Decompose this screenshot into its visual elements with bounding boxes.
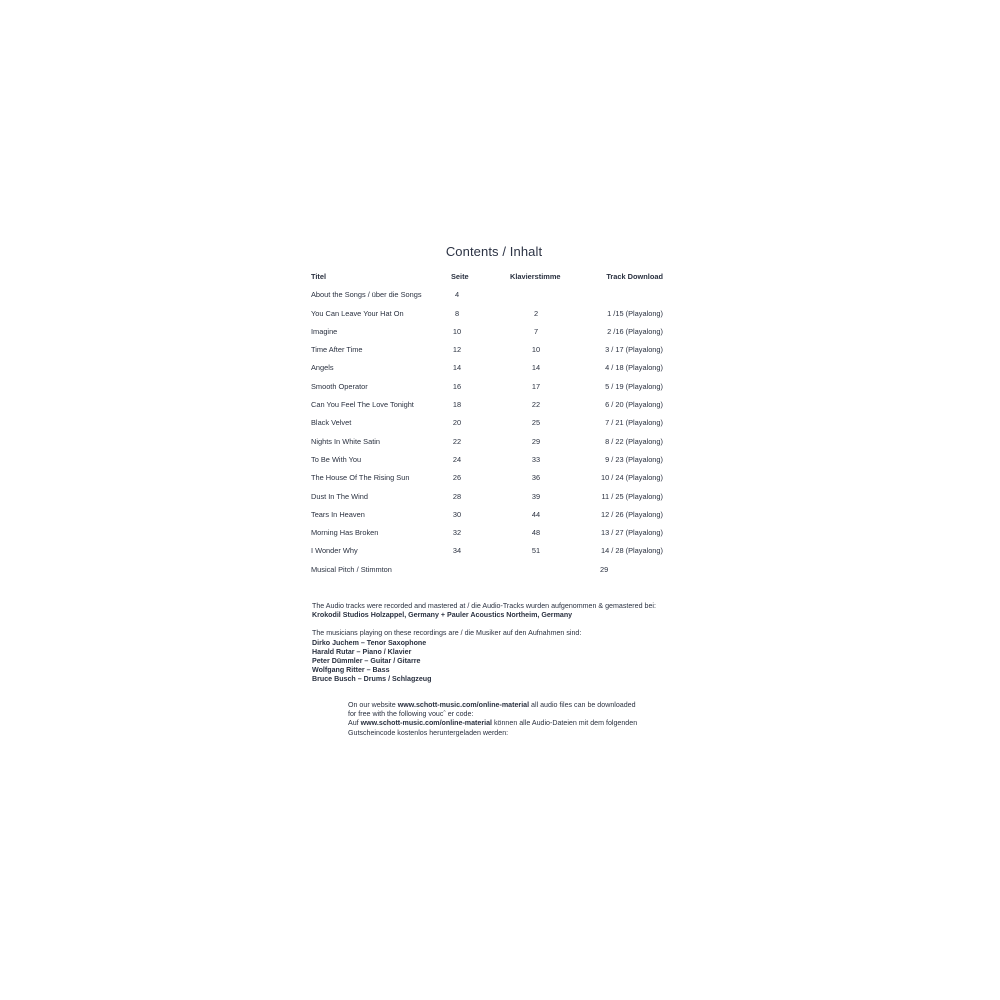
musician: Peter Dümmler – Guitar / Gitarre	[312, 657, 421, 666]
recorded-intro: The Audio tracks were recorded and mastered at / die Audio-Tracks wurden aufgenommen & gemastered bei:	[312, 602, 656, 610]
row-title: Smooth Operator	[311, 381, 368, 391]
row-piano: 2	[533, 308, 539, 318]
row-page: 26	[452, 473, 462, 483]
row-page: 10	[452, 326, 462, 336]
row-title: Can You Feel The Love Tonight	[311, 400, 414, 410]
page-title: Contents / Inhalt	[445, 244, 543, 259]
row-piano: 17	[531, 381, 541, 391]
row-track: 6 / 20 (Playalong)	[605, 400, 663, 410]
voucher-line-de	[348, 719, 668, 728]
row-piano: 22	[531, 400, 541, 410]
table-row	[311, 455, 663, 473]
musicians-block	[312, 629, 672, 684]
table-row	[311, 327, 663, 345]
row-page: 12	[452, 345, 462, 355]
voucher-en-suffix: all audio files can be downloaded	[529, 701, 636, 709]
table-row	[311, 528, 663, 546]
table-row	[311, 382, 663, 400]
musician: Bruce Busch – Drums / Schlagzeug	[312, 675, 432, 684]
table-row	[311, 400, 663, 418]
row-piano: 29	[531, 436, 541, 446]
voucher-info	[348, 701, 668, 738]
row-track: 14 / 28 (Playalong)	[600, 546, 663, 556]
table-row	[311, 363, 663, 381]
row-track: 11 / 25 (Playalong)	[601, 491, 663, 501]
row-track: 13 / 27 (Playalong)	[600, 528, 663, 538]
table-row	[311, 510, 663, 528]
row-page: 34	[452, 546, 462, 556]
table-header-row	[311, 272, 663, 290]
musician: Dirko Juchem – Tenor Saxophone	[312, 638, 427, 647]
row-track: 3 / 17 (Playalong)	[605, 345, 663, 355]
voucher-line-en	[348, 701, 668, 710]
musicians-intro: The musicians playing on these recordings are / die Musiker auf den Aufnahmen sind:	[312, 629, 582, 638]
row-title: You Can Leave Your Hat On	[311, 308, 404, 318]
row-page: 14	[452, 363, 462, 373]
row-track: 4 / 18 (Playalong)	[605, 363, 663, 373]
row-piano: 33	[531, 454, 541, 464]
website-link[interactable]: www.schott-music.com/online-material	[360, 719, 493, 728]
studios: Krokodil Studios Holzappel, Germany + Pauler Acoustics Northeim, Germany	[312, 611, 573, 620]
voucher-en-prefix: On our website	[348, 701, 398, 709]
row-track: 8 / 22 (Playalong)	[605, 436, 663, 446]
header-track: Track Download	[606, 272, 663, 281]
musician: Harald Rutar – Piano / Klavier	[312, 647, 412, 656]
row-title: Time After Time	[311, 345, 363, 355]
row-title: The House Of The Rising Sun	[311, 473, 410, 483]
contents-table	[311, 272, 663, 583]
header-piano: Klavierstimme	[510, 272, 561, 281]
voucher-line-de-2: Gutscheincode kostenlos heruntergeladen werden:	[348, 728, 509, 737]
row-page: 32	[452, 528, 462, 538]
row-track: 7 / 21 (Playalong)	[605, 418, 663, 428]
row-page: 30	[452, 509, 462, 519]
row-page: 20	[452, 418, 462, 428]
row-page: 4	[454, 290, 460, 300]
row-track: 5 / 19 (Playalong)	[605, 381, 663, 391]
row-page: 24	[452, 454, 462, 464]
table-body	[311, 290, 663, 583]
row-page: 16	[452, 381, 462, 391]
row-title: Tears In Heaven	[311, 509, 365, 519]
row-track-extra: 29	[600, 564, 609, 574]
row-title: Black Velvet	[311, 418, 352, 428]
musician: Wolfgang Ritter – Bass	[312, 666, 390, 675]
table-row	[311, 290, 663, 308]
row-title: I Wonder Why	[311, 546, 358, 556]
website-link[interactable]: www.schott-music.com/online-material	[397, 701, 530, 709]
row-title: Dust In The Wind	[311, 491, 368, 501]
row-piano: 44	[531, 509, 541, 519]
row-page: 28	[452, 491, 462, 501]
row-track: 12 / 26 (Playalong)	[600, 509, 663, 519]
row-piano: 39	[531, 491, 541, 501]
row-page: 22	[452, 436, 462, 446]
header-page: Seite	[451, 272, 469, 281]
table-row	[311, 418, 663, 436]
table-row	[311, 309, 663, 327]
row-page: 18	[452, 400, 462, 410]
row-title: About the Songs / über die Songs	[311, 290, 422, 300]
row-piano: 25	[531, 418, 541, 428]
recording-block	[312, 602, 672, 620]
table-row	[311, 437, 663, 455]
row-title: Angels	[311, 363, 334, 373]
row-title: Imagine	[311, 326, 338, 336]
row-title: Nights In White Satin	[311, 436, 381, 446]
row-track: 1 /15 (Playalong)	[607, 308, 663, 318]
row-piano: 48	[531, 528, 541, 538]
row-piano: 7	[533, 326, 539, 336]
row-page: 8	[454, 308, 460, 318]
row-track: 2 /16 (Playalong)	[607, 326, 663, 336]
row-piano: 36	[531, 473, 541, 483]
row-track: 10 / 24 (Playalong)	[600, 473, 663, 483]
table-row	[311, 345, 663, 363]
row-title: Musical Pitch / Stimmton	[311, 564, 392, 574]
voucher-de-suffix: können alle Audio-Dateien mit dem folgenden	[492, 719, 638, 728]
row-piano: 51	[531, 546, 541, 556]
table-row	[311, 565, 663, 583]
header-title: Titel	[311, 272, 327, 281]
voucher-line-en-2: for free with the following voucˆ er code:	[348, 710, 474, 719]
row-piano: 10	[531, 345, 541, 355]
row-title: To Be With You	[311, 454, 362, 464]
table-row	[311, 492, 663, 510]
table-row	[311, 473, 663, 491]
row-title: Morning Has Broken	[311, 528, 379, 538]
table-row	[311, 546, 663, 564]
recording-notes	[312, 602, 672, 694]
row-track: 9 / 23 (Playalong)	[605, 454, 663, 464]
row-piano: 14	[531, 363, 541, 373]
voucher-de-prefix: Auf	[348, 719, 361, 728]
